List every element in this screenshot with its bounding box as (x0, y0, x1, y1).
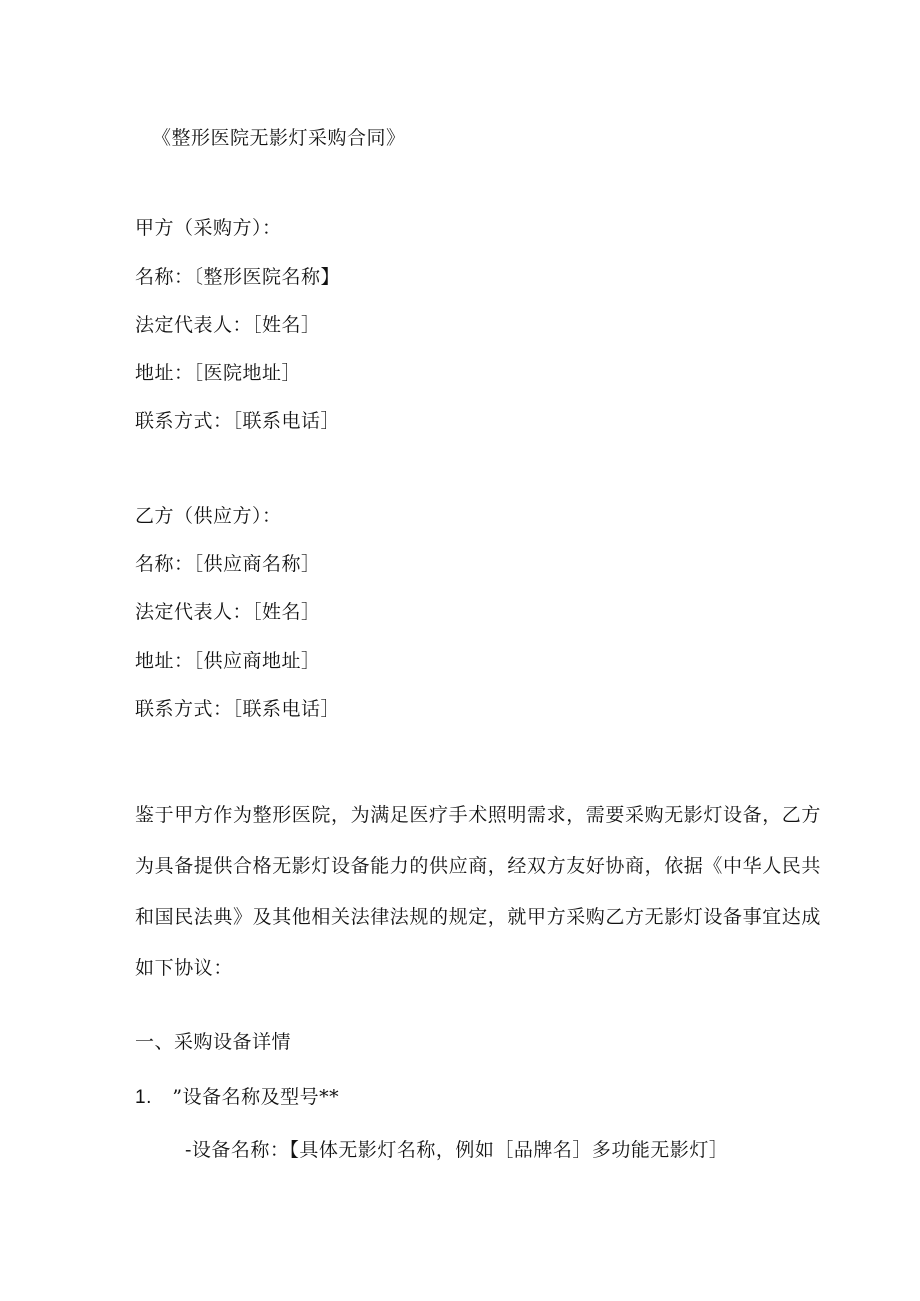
party-b-representative: 法定代表人：［姓名］ (135, 601, 321, 623)
preamble-line: 为具备提供合格无影灯设备能力的供应商，经双方友好协商，依据《中华人民共 (135, 855, 822, 877)
party-b-contact: 联系方式：［联系电话］ (135, 698, 341, 720)
party-a-heading: 甲方（采购方）： (135, 217, 282, 239)
party-b-address: 地址：［供应商地址］ (135, 650, 321, 672)
party-b-name: 名称：［供应商名称］ (135, 553, 321, 575)
section-heading: 一、采购设备详情 (135, 1031, 292, 1053)
list-item (135, 1085, 339, 1110)
preamble-line: 鉴于甲方作为整形医院，为满足医疗手术照明需求，需要采购无影灯设备，乙方 (135, 804, 822, 826)
party-a-name: 名称：〔整形医院名称】 (135, 266, 341, 288)
contract-title: 《整形医院无影灯采购合同》 (152, 127, 406, 149)
party-a-address: 地址：［医院地址］ (135, 362, 302, 384)
list-item-number: 1. (135, 1087, 152, 1108)
list-item-label: ”设备名称及型号** (172, 1086, 340, 1108)
party-b-heading: 乙方（供应方）： (135, 505, 282, 527)
preamble-line: 和国民法典》及其他相关法律法规的规定，就甲方采购乙方无影灯设备事宜达成 (135, 906, 822, 928)
preamble-paragraph (135, 790, 822, 994)
list-item-detail: -设备名称：【具体无影灯名称，例如［品牌名］多功能无影灯］ (185, 1139, 729, 1161)
party-a-contact: 联系方式：［联系电话］ (135, 410, 341, 432)
preamble-line: 如下协议： (135, 957, 234, 979)
party-a-representative: 法定代表人：［姓名］ (135, 314, 321, 336)
